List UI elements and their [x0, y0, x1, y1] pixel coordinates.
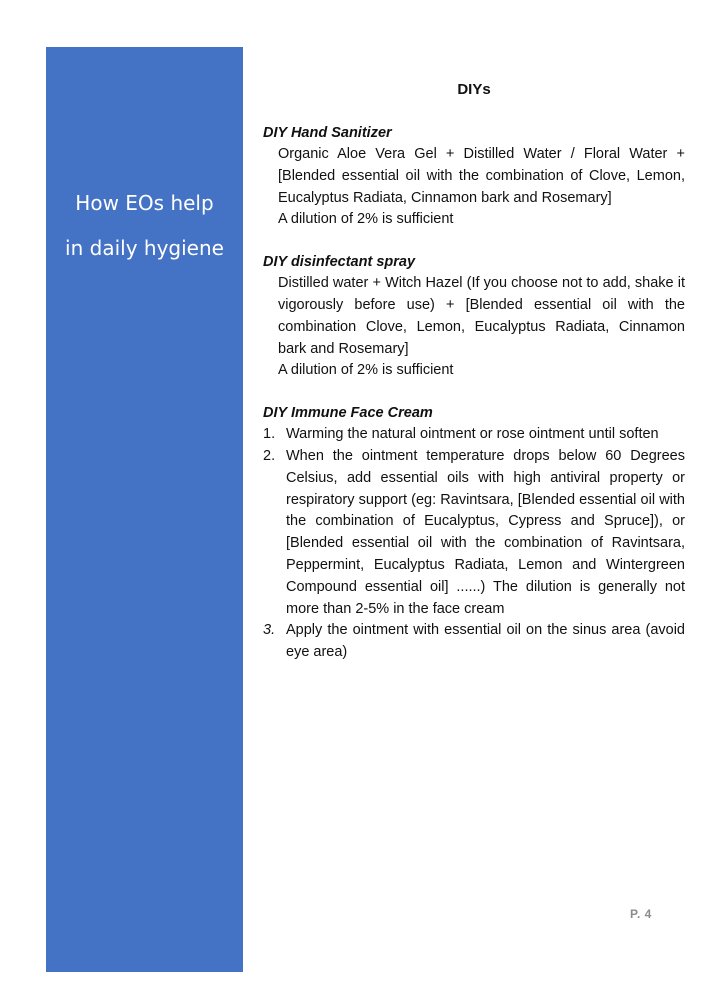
main-content	[263, 80, 685, 684]
sidebar-title-line-1: How EOs help	[75, 191, 214, 215]
page-title: DIYs	[457, 81, 491, 98]
step-text: When the ointment temperature drops below 60 Degrees Celsius, add essential oils with high antiviral property or respiratory support (eg: Ravintsara, [Blended essential oil with the combination of Eucalyptus, Cypress and Spruce]), or [Blended essential oil with the combination of Ravintsara, Peppermint, Eucalyptus Radiata, Lemon and Wintergreen Compound essential oil] ......) The dilution is generally not more than 2-5% in the face cream	[286, 447, 685, 617]
section-face-cream	[263, 402, 685, 664]
section-hand-sanitizer	[263, 122, 685, 231]
face-cream-steps	[263, 424, 685, 664]
hand-sanitizer-recipe: Organic Aloe Vera Gel + Distilled Water / Floral Water + [Blended essential oil with the combination of Clove, Lemon, Eucalyptus Radiata, Cinnamon bark and Rosemary]	[278, 146, 685, 206]
section-title-disinfectant-spray: DIY disinfectant spray	[263, 254, 416, 271]
step-text: Warming the natural ointment or rose ointment until soften	[286, 426, 659, 443]
sidebar-title-line-2: in daily hygiene	[65, 236, 224, 260]
step-number: 1.	[263, 426, 276, 443]
step-number: 2.	[263, 447, 276, 464]
face-cream-step	[263, 446, 685, 620]
section-title-face-cream: DIY Immune Face Cream	[263, 405, 433, 422]
hand-sanitizer-dilution: A dilution of 2% is sufficient	[278, 211, 454, 228]
sidebar-title	[46, 181, 243, 271]
step-number: 3.	[263, 622, 276, 639]
page-number: P. 4	[630, 907, 652, 921]
face-cream-step	[263, 424, 685, 446]
step-text: Apply the ointment with essential oil on the sinus area (avoid eye area)	[286, 622, 685, 661]
section-disinfectant-spray	[263, 251, 685, 382]
section-title-hand-sanitizer: DIY Hand Sanitizer	[263, 125, 392, 141]
face-cream-step	[263, 620, 685, 664]
disinfectant-spray-dilution: A dilution of 2% is sufficient	[278, 362, 454, 379]
sidebar-panel	[46, 47, 243, 972]
disinfectant-spray-recipe: Distilled water + Witch Hazel (If you choose not to add, shake it vigorously before use) + [Blended essential oil with the combination Clove, Lemon, Eucalyptus Radiata, Cinnamon bark and Rosemary]	[278, 275, 685, 357]
